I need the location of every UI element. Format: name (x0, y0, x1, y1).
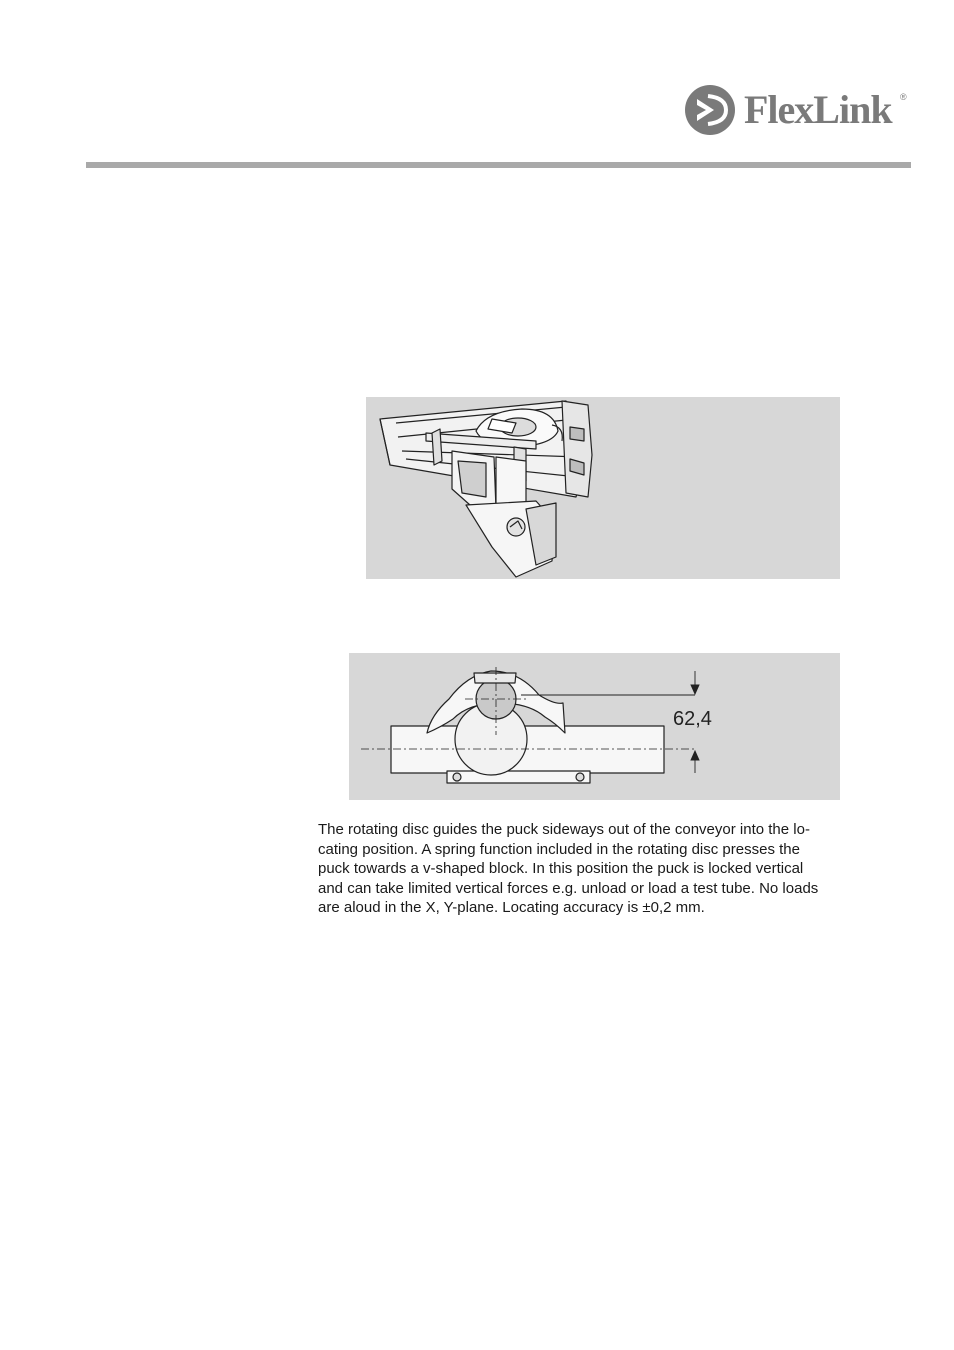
figure-isometric-unit (366, 397, 840, 579)
top-view-drawing (349, 653, 840, 800)
paragraph-line: cating position. A spring function included in the rotating disc presses the (318, 840, 800, 858)
paragraph-line: are aloud in the X, Y-plane. Locating accuracy is ±0,2 mm. (318, 899, 705, 916)
flexlink-logo (684, 84, 914, 138)
dimension-label: 62,4 (673, 708, 712, 730)
registered-mark: ® (900, 92, 907, 102)
header-rule (86, 162, 911, 168)
figure-dimension-drawing (349, 653, 840, 800)
paragraph-line: puck towards a v-shaped block. In this position the puck is locked vertical (318, 860, 804, 877)
paragraph-line: The rotating disc guides the puck sideways out of the conveyor into the lo- (318, 821, 810, 838)
isometric-drawing (366, 397, 840, 579)
flexlink-logo-icon (684, 84, 736, 136)
paragraph-line: and can take limited vertical forces e.g. unload or load a test tube. No loads (318, 879, 819, 897)
description-paragraph (318, 820, 842, 918)
logo-wordmark: FlexLink (744, 87, 892, 132)
